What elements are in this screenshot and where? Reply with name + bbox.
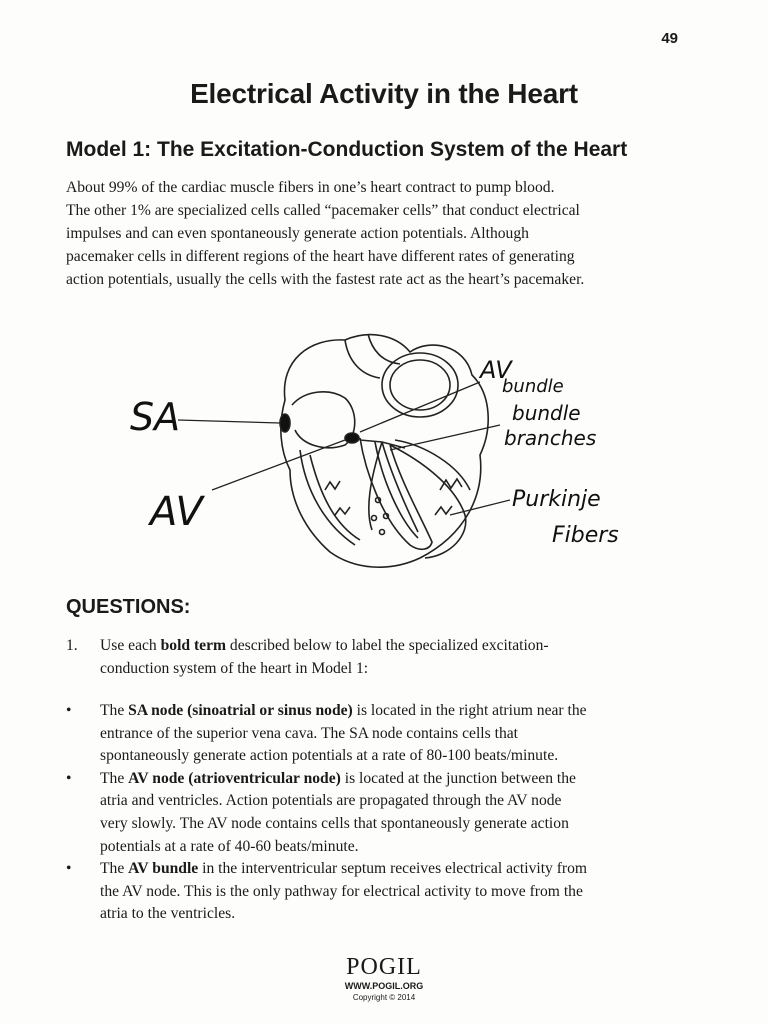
questions-heading: QUESTIONS: xyxy=(66,596,191,618)
footer-site: WWW.POGIL.ORG xyxy=(344,981,424,991)
bullet-line: the AV node. This is the only pathway for electrical activity to move from the xyxy=(100,882,583,900)
intro-line: The other 1% are specialized cells called “pacemaker cells” that conduct electrical xyxy=(66,202,580,219)
intro-line: About 99% of the cardiac muscle fibers in one’s heart contract to pump blood. xyxy=(66,179,555,196)
intro-paragraph xyxy=(66,176,686,291)
label-bundle-branches-line2: branches xyxy=(504,426,597,450)
question-text-line2: conduction system of the heart in Model 1: xyxy=(100,660,369,677)
bullet-sa-node xyxy=(66,700,706,768)
page-number: 49 xyxy=(661,30,678,47)
page-title: Electrical Activity in the Heart xyxy=(190,78,578,109)
question-text-post: described below to label the specialized excitation- xyxy=(226,637,549,654)
bullet-line: atria and ventricles. Action potentials are propagated through the AV node xyxy=(100,792,562,810)
bullet-av-node xyxy=(66,768,706,858)
label-bundle-branches-line1: bundle xyxy=(512,401,581,425)
bullet-line: potentials at a rate of 40-60 beats/minute. xyxy=(100,837,359,855)
heart-diagram xyxy=(120,320,680,580)
sa-node-mark xyxy=(280,414,290,432)
av-node-mark xyxy=(345,433,359,443)
label-sa: SA xyxy=(130,395,181,439)
footer xyxy=(0,954,768,1004)
bullet-line: spontaneously generate action potentials at a rate of 80-100 beats/minute. xyxy=(100,747,559,765)
bullet-list xyxy=(66,700,706,926)
leader-lines xyxy=(178,382,510,515)
question-bold-term: bold term xyxy=(160,637,227,654)
question-1 xyxy=(66,634,706,680)
bullet-line: The AV bundle in the interventricular septum receives electrical activity from xyxy=(100,860,588,878)
bold-term: AV bundle xyxy=(128,860,199,878)
label-av-bundle-line2: bundle xyxy=(502,376,564,397)
question-number: 1. xyxy=(66,637,78,654)
label-av-bundle-line1: AV xyxy=(480,356,512,384)
bullet-line: atria to the ventricles. xyxy=(100,905,236,923)
pogil-logo: POGIL xyxy=(346,954,422,980)
question-text xyxy=(100,634,706,680)
intro-line: action potentials, usually the cells with the fastest rate act as the heart’s pacemaker. xyxy=(66,271,585,288)
bullet-av-bundle xyxy=(66,858,706,926)
heart-drawing xyxy=(280,334,488,567)
label-purkinje-line2: Fibers xyxy=(552,523,619,548)
bullet-dot: • xyxy=(66,702,72,719)
label-av: AV xyxy=(150,489,203,535)
question-text-pre: Use each xyxy=(100,637,161,654)
label-purkinje-line1: Purkinje xyxy=(512,487,601,512)
bullet-line: very slowly. The AV node contains cells that spontaneously generate action xyxy=(100,814,569,832)
bullet-dot: • xyxy=(66,860,72,878)
model-heading: Model 1: The Excitation-Conduction System of the Heart xyxy=(66,138,628,161)
bold-term: AV node (atrioventricular node) xyxy=(128,769,341,787)
bullet-line: entrance of the superior vena cava. The SA node contains cells that xyxy=(100,724,518,742)
footer-copyright: Copyright © 2014 xyxy=(352,993,416,1002)
intro-line: impulses and can even spontaneously generate action potentials. Although xyxy=(66,225,529,242)
bullet-line: The AV node (atrioventricular node) is located at the junction between the xyxy=(100,769,576,787)
bullet-dot: • xyxy=(66,769,72,787)
bullet-line: The SA node (sinoatrial or sinus node) is located in the right atrium near the xyxy=(100,702,587,719)
intro-line: pacemaker cells in different regions of the heart have different rates of generating xyxy=(66,248,575,265)
bold-term: SA node (sinoatrial or sinus node) xyxy=(128,702,353,719)
